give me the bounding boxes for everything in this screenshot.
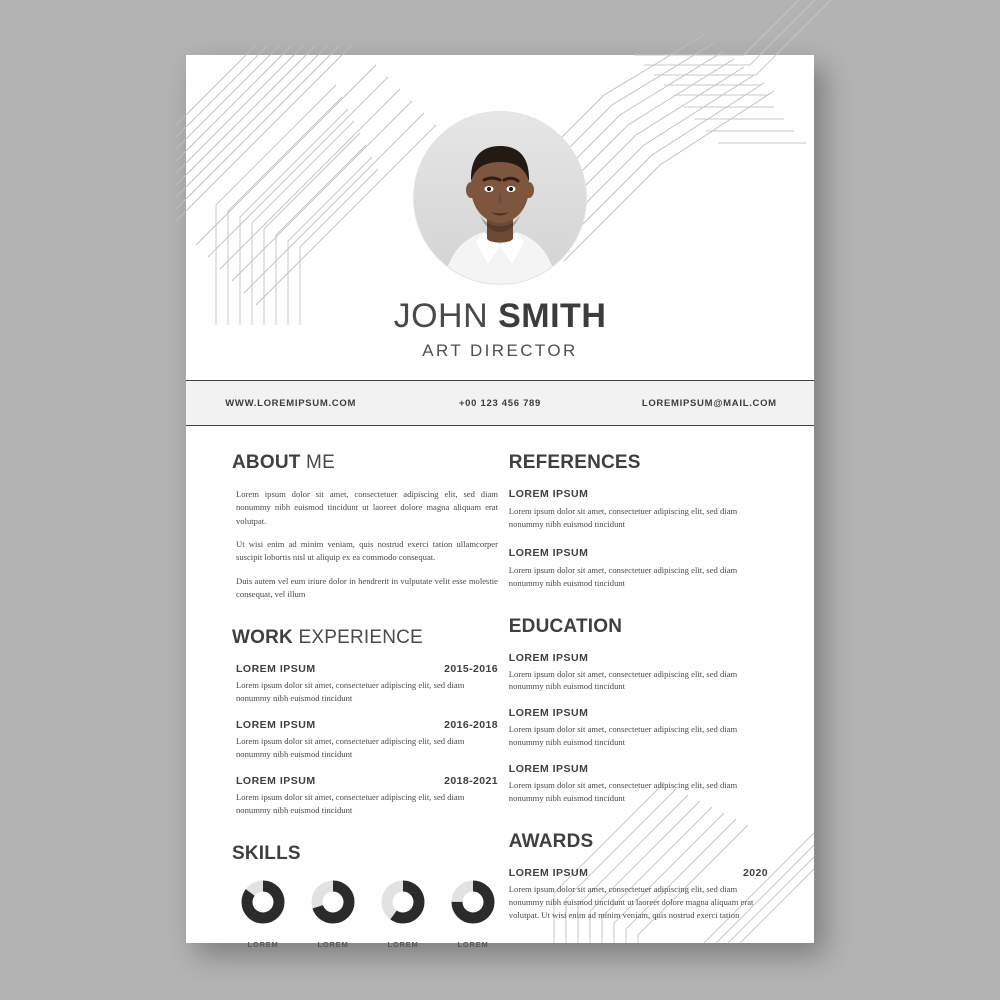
skill-item	[378, 879, 428, 949]
awards-heading	[509, 831, 768, 853]
education-entry-title: LOREM IPSUM	[508, 707, 589, 720]
work-entry-title: LOREM IPSUM	[236, 663, 316, 676]
references-section	[509, 452, 768, 590]
work-entry-head	[236, 719, 498, 731]
avatar	[414, 112, 586, 284]
donut-chart-icon	[310, 879, 356, 925]
work-entry	[232, 663, 498, 705]
contact-phone[interactable]: +00 123 456 789	[458, 397, 542, 409]
resume-header	[186, 55, 814, 380]
education-entry-head	[509, 763, 768, 775]
education-entry-body: Lorem ipsum dolor sit amet, consectetuer adipiscing elit, sed diam nonummy nibh euismod tincidunt	[508, 668, 738, 692]
left-column	[232, 452, 498, 975]
education-entry-title: LOREM IPSUM	[508, 651, 589, 664]
skill-item	[448, 879, 498, 949]
skill-item	[308, 879, 358, 949]
education-section	[509, 616, 768, 805]
skills-heading	[232, 843, 498, 865]
reference-body: Lorem ipsum dolor sit amet, consectetuer adipiscing elit, sed diam nonummy nibh euismod tincidunt	[508, 506, 738, 529]
first-name: JOHN	[393, 297, 489, 335]
right-column	[509, 452, 768, 975]
skill-label: LOREM	[317, 939, 349, 949]
education-entry-body: Lorem ipsum dolor sit amet, consectetuer adipiscing elit, sed diam nonummy nibh euismod tincidunt	[508, 780, 738, 804]
work-entry	[232, 775, 498, 817]
reference-title: LOREM IPSUM	[508, 488, 589, 500]
award-entry-date: 2020	[743, 866, 768, 879]
about-heading-bold: ABOUT	[232, 452, 301, 473]
education-heading-bold: EDUCATION	[508, 615, 623, 637]
work-entry-head	[236, 775, 498, 787]
education-entry	[509, 763, 768, 805]
work-entry-date: 2016-2018	[444, 718, 498, 731]
skills-heading-bold: SKILLS	[232, 842, 301, 864]
about-paragraph: Duis autem vel eum iriure dolor in hendrerit in vulputate velit esse molestie consequat, vel illum	[236, 575, 498, 599]
references-heading	[509, 452, 768, 474]
education-entry	[509, 652, 768, 694]
contact-email[interactable]: LOREMIPSUM@MAIL.COM	[641, 397, 777, 409]
reference-item	[509, 547, 768, 590]
contact-website[interactable]: WWW.LOREMIPSUM.COM	[225, 397, 357, 409]
work-entry	[232, 719, 498, 761]
about-heading	[232, 452, 498, 474]
work-heading	[232, 627, 498, 649]
award-entry-title: LOREM IPSUM	[508, 866, 589, 879]
education-entry-head	[509, 707, 768, 719]
resume-page	[186, 55, 814, 949]
work-heading-light: EXPERIENCE	[298, 627, 423, 649]
reference-title: LOREM IPSUM	[508, 546, 589, 559]
award-entry-body: Lorem ipsum dolor sit amet, consectetuer adipiscing elit, sed diam nonummy nibh euismod tincidunt ut laoreet dolore magna aliquam erat volutpat. Ut wisi enim ad minim veniam, quis nostrud exerci tation	[508, 883, 754, 920]
last-name: SMITH	[498, 297, 607, 335]
contact-bar	[186, 380, 814, 426]
work-entry-title: LOREM IPSUM	[236, 718, 316, 731]
donut-chart-icon	[240, 879, 286, 925]
donut-chart-icon	[380, 879, 426, 925]
work-entry-date: 2015-2016	[444, 663, 498, 676]
reference-item	[509, 488, 768, 531]
skill-label: LOREM	[387, 939, 419, 949]
about-paragraph: Lorem ipsum dolor sit amet, consectetuer adipiscing elit, sed diam nonummy nibh euismod tincidunt ut laoreet dolore magna aliquam erat volutpat.	[236, 489, 498, 526]
about-heading-light: ME	[306, 452, 335, 473]
skill-label: LOREM	[457, 939, 489, 949]
awards-heading-bold: AWARDS	[508, 830, 594, 852]
donut-chart-icon	[450, 879, 496, 925]
about-paragraph: Ut wisi enim ad minim veniam, quis nostrud exerci tation ullamcorper suscipit lobortis nisl ut aliquip ex ea commodo consequat.	[236, 538, 498, 563]
work-entry-date: 2018-2021	[444, 774, 498, 787]
work-entry-head	[236, 663, 498, 675]
awards-section	[509, 831, 768, 922]
education-entry-title: LOREM IPSUM	[508, 763, 589, 776]
work-entry-body: Lorem ipsum dolor sit amet, consectetuer adipiscing elit, sed diam nonummy nibh euismod tincidunt	[236, 680, 465, 704]
award-entry-head	[509, 867, 768, 879]
skills-row	[232, 879, 498, 949]
reference-body: Lorem ipsum dolor sit amet, consectetuer adipiscing elit, sed diam nonummy nibh euismod tincidunt	[508, 564, 738, 588]
skill-item	[238, 879, 288, 949]
work-experience-section	[232, 627, 498, 816]
portrait-photo	[414, 112, 586, 284]
work-entry-body: Lorem ipsum dolor sit amet, consectetuer adipiscing elit, sed diam nonummy nibh euismod tincidunt	[236, 735, 465, 759]
award-entry	[509, 867, 768, 922]
references-heading-bold: REFERENCES	[508, 452, 641, 473]
resume-body	[186, 426, 814, 975]
education-heading	[509, 616, 768, 638]
about-section	[232, 452, 498, 601]
column-gap	[498, 452, 509, 975]
work-heading-bold: WORK	[232, 627, 293, 649]
education-entry-head	[509, 652, 768, 664]
page-title	[186, 297, 814, 336]
education-entry-body: Lorem ipsum dolor sit amet, consectetuer adipiscing elit, sed diam nonummy nibh euismod tincidunt	[508, 724, 738, 748]
skill-label: LOREM	[247, 939, 279, 949]
education-entry	[509, 707, 768, 749]
skills-section	[232, 843, 498, 949]
work-entry-title: LOREM IPSUM	[236, 774, 316, 787]
work-entry-body: Lorem ipsum dolor sit amet, consectetuer adipiscing elit, sed diam nonummy nibh euismod tincidunt	[236, 791, 465, 815]
job-role: ART DIRECTOR	[422, 341, 578, 360]
